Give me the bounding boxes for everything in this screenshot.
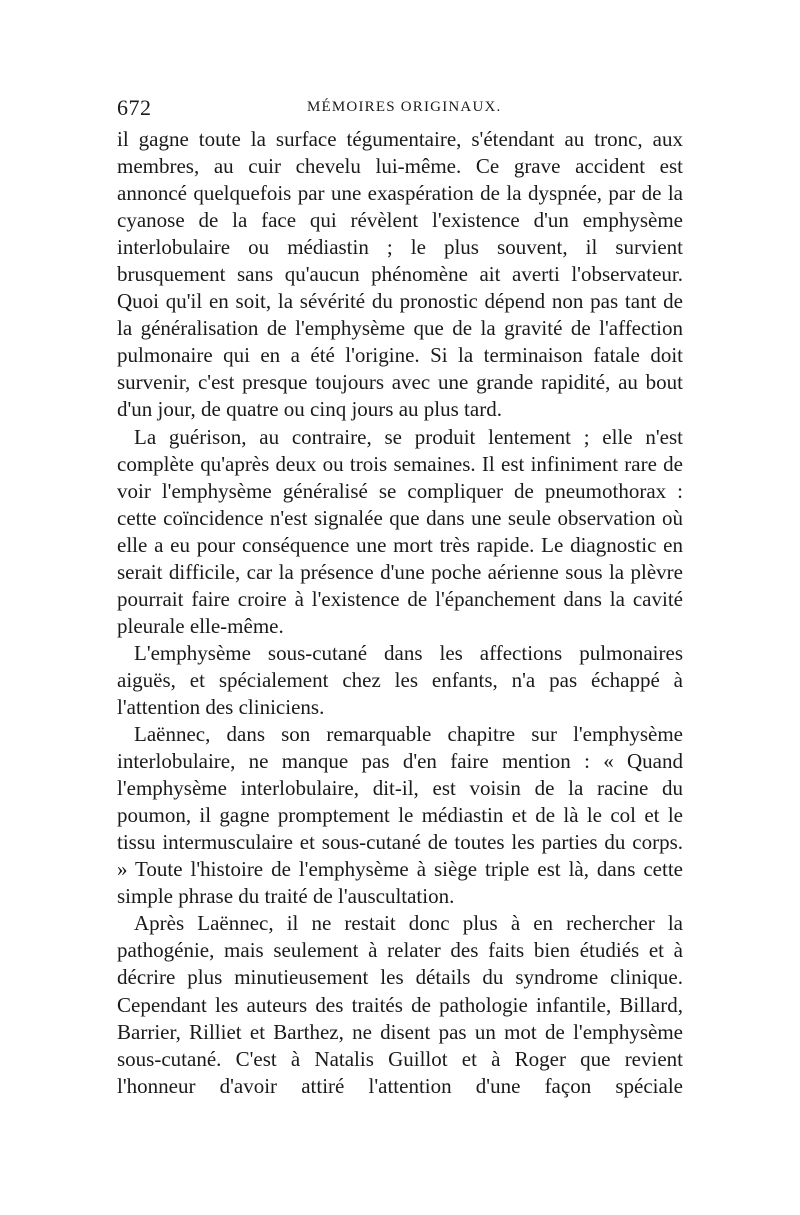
paragraph: L'emphysème sous-cutané dans les affections pulmonaires aiguës, et spécialement chez les enfants, n'a pas échappé à l'attention des cliniciens. (117, 640, 683, 719)
running-head (117, 95, 683, 125)
body-text (117, 126, 683, 1100)
paragraph: il gagne toute la surface tégumentaire, s'étendant au tronc, aux membres, au cuir chevelu lui-même. Ce grave accident est annoncé quelquefois par une exaspération de la dyspnée, par de la cyanose de la face qui révèlent l'existence d'un emphysème interlobulaire ou médiastin ; le plus souvent, il survient brusquement sans qu'aucun phénomène ait averti l'observateur. Quoi qu'il en soit, la sévérité du pronostic dépend non pas tant de la généralisation de l'emphysème que de la gravité de l'affection pulmonaire qui en a été l'origine. Si la terminaison fatale doit survenir, c'est presque toujours avec une grande rapidité, au bout d'un jour, de quatre ou cinq jours au plus tard. (117, 127, 683, 422)
paragraph: Après Laënnec, il ne restait donc plus à en rechercher la pathogénie, mais seulement à relater des faits bien étudiés et à décrire plus minutieusement les détails du syndrome clinique. Cependant les auteurs des traités de pathologie infantile, Billard, Barrier, Rilliet et Barthez, ne disent pas un mot de l'emphysème sous-cutané. C'est à Natalis Guillot et à Roger que revient l'honneur d'avoir attiré l'attention d'une façon spéciale (117, 911, 683, 1098)
running-title: MÉMOIRES ORIGINAUX. (307, 99, 502, 115)
paragraph: Laënnec, dans son remarquable chapitre sur l'emphysème interlobulaire, ne manque pas d'en faire mention : « Quand l'emphysème interlobulaire, dit-il, est voisin de la racine du poumon, il gagne promptement le médiastin et de là le col et le tissu intermusculaire et sous-cutané de toutes les parties du corps. » Toute l'histoire de l'emphysème à siège triple est là, dans cette simple phrase du traité de l'auscultation. (117, 722, 683, 909)
page-number: 672 (117, 95, 152, 120)
paragraph: La guérison, au contraire, se produit lentement ; elle n'est complète qu'après deux ou trois semaines. Il est infiniment rare de voir l'emphysème généralisé se compliquer de pneumothorax : cette coïncidence n'est signalée que dans une seule observation où elle a eu pour conséquence une mort très rapide. Le diagnostic en serait difficile, car la présence d'une poche aérienne sous la plèvre pourrait faire croire à l'existence de l'épanchement dans la cavité pleurale elle-même. (117, 424, 683, 638)
